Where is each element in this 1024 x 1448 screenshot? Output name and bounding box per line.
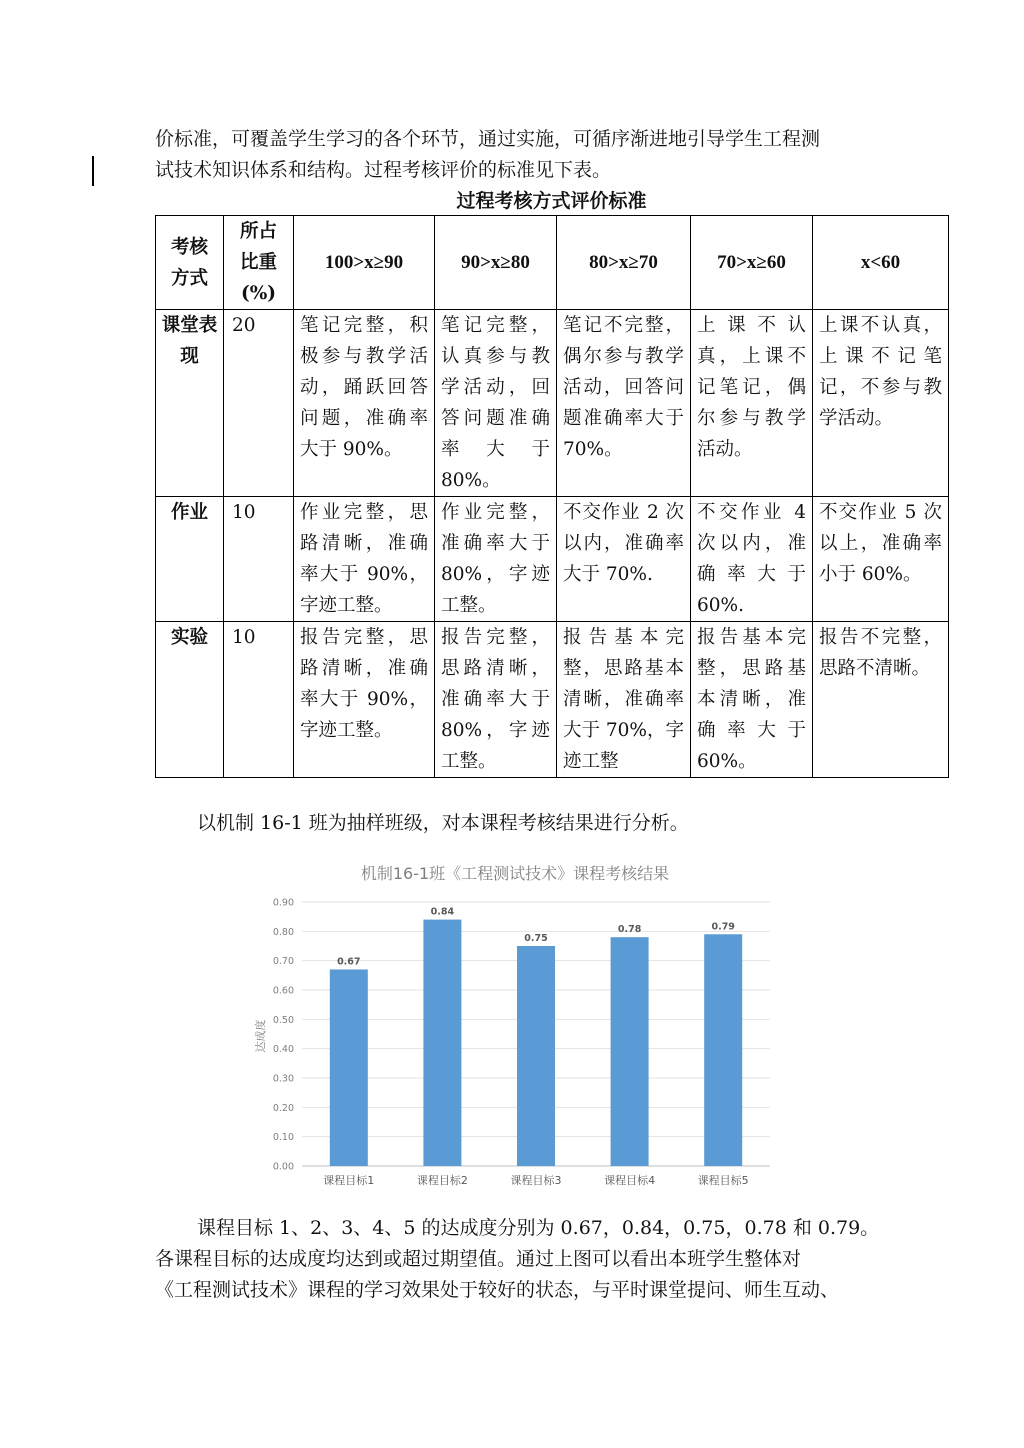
table-title: 过程考核方式评价标准 [456,190,647,212]
chart-y-tick-label: 0.80 [272,926,294,938]
header-range-90: 100>x≥90 [294,216,435,310]
conclusion-line-1: 课程目标 1、2、3、4、5 的达成度分别为 0.67，0.84，0.75，0.78 和 0.79。 [197,1217,880,1239]
chart-y-tick-label: 0.20 [272,1102,294,1114]
header-range-below-60: x<60 [813,216,949,310]
header-range-70: 80>x≥70 [557,216,691,310]
chart-bar [611,937,649,1166]
chart-data-label: 0.79 [711,921,735,933]
row-cell: 笔记不完整，偶尔参与教学活动，回答问题准确率大于 70%。 [557,310,691,497]
chart-data-label: 0.84 [430,906,455,918]
chart-y-tick-label: 0.30 [272,1073,294,1085]
chart-y-tick-label: 0.90 [272,897,294,909]
text-cursor-bar [92,156,94,186]
chart-bar [517,946,555,1166]
bar-chart-svg [250,852,780,1197]
row-cell: 报告基本完整，思路基本清晰，准确率大于60%。 [691,622,813,778]
row-cell: 报告基本完整，思路基本清晰，准确率大于 70%，字迹工整 [557,622,691,778]
bar-chart [250,852,780,1197]
chart-y-tick-label: 0.50 [272,1014,294,1026]
chart-bar [330,969,368,1166]
header-range-60: 70>x≥60 [691,216,813,310]
row-mode: 课堂表现 [156,310,224,497]
chart-y-tick-label: 0.40 [272,1044,294,1056]
criteria-table [155,215,949,778]
chart-bar [704,934,742,1166]
chart-y-axis-label: 达成度 [254,1019,267,1053]
header-weight: 所占比重(%) [224,216,294,310]
intro-line-2: 试技术知识体系和结构。过程考核评价的标准见下表。 [155,159,612,181]
chart-y-tick-label: 0.70 [272,956,294,968]
row-weight: 10 [224,622,294,778]
conclusion-line-3: 《工程测试技术》课程的学习效果处于较好的状态，与平时课堂提问、师生互动、 [155,1279,840,1301]
sample-sentence: 以机制 16-1 班为抽样班级，对本课程考核结果进行分析。 [197,812,689,834]
row-cell: 报告不完整，思路不清晰。 [813,622,949,778]
row-cell: 上课不认真，上课不记笔记，不参与教学活动。 [813,310,949,497]
chart-data-label: 0.75 [524,933,548,944]
chart-y-tick-label: 0.10 [272,1132,294,1144]
row-weight: 10 [224,497,294,622]
row-mode: 实验 [156,622,224,778]
header-mode: 考核方式 [156,216,224,310]
row-cell: 不交作业 2 次以内，准确率大于 70%. [557,497,691,622]
chart-x-tick-label: 课程目标4 [604,1174,656,1187]
intro-line-1: 价标准，可覆盖学生学习的各个环节，通过实施，可循序渐进地引导学生工程测 [155,128,821,150]
row-cell: 作业完整，准确率大于80%，字迹工整。 [435,497,557,622]
chart-x-tick-label: 课程目标1 [323,1174,375,1187]
chart-x-tick-label: 课程目标5 [697,1174,749,1187]
row-cell: 报告完整，思路清晰，准确率大于 90%，字迹工整。 [294,622,435,778]
chart-title: 机制16-1班《工程测试技术》课程考核结果 [360,864,670,883]
table-row [156,497,949,622]
table-header-row [156,216,949,310]
row-mode: 作业 [156,497,224,622]
row-cell: 笔记完整，认真参与教学活动，回答问题准确率 大 于80%。 [435,310,557,497]
row-cell: 作业完整，思路清晰，准确率大于 90%，字迹工整。 [294,497,435,622]
chart-bar [423,920,461,1166]
chart-y-tick-label: 0.00 [272,1161,294,1173]
row-weight: 20 [224,310,294,497]
chart-data-label: 0.78 [617,924,642,936]
chart-y-tick-label: 0.60 [272,985,294,997]
header-range-80: 90>x≥80 [435,216,557,310]
table-row [156,622,949,778]
row-cell: 报告完整，思路清晰，准确率大于80%，字迹工整。 [435,622,557,778]
row-cell: 不交作业 5 次以上，准确率小于 60%。 [813,497,949,622]
row-cell: 上课不认真，上课不记笔记，偶尔参与教学活动。 [691,310,813,497]
chart-x-tick-label: 课程目标2 [416,1174,468,1187]
chart-x-tick-label: 课程目标3 [510,1174,562,1187]
intro-paragraph [155,124,915,186]
table-row [156,310,949,497]
row-cell: 笔记完整，积极参与教学活动，踊跃回答问题，准确率大于 90%。 [294,310,435,497]
conclusion-paragraph [155,1213,915,1306]
conclusion-line-2: 各课程目标的达成度均达到或超过期望值。通过上图可以看出本班学生整体对 [155,1248,802,1270]
row-cell: 不交作业 4 次以内，准确率大于60%. [691,497,813,622]
chart-data-label: 0.67 [337,956,361,968]
